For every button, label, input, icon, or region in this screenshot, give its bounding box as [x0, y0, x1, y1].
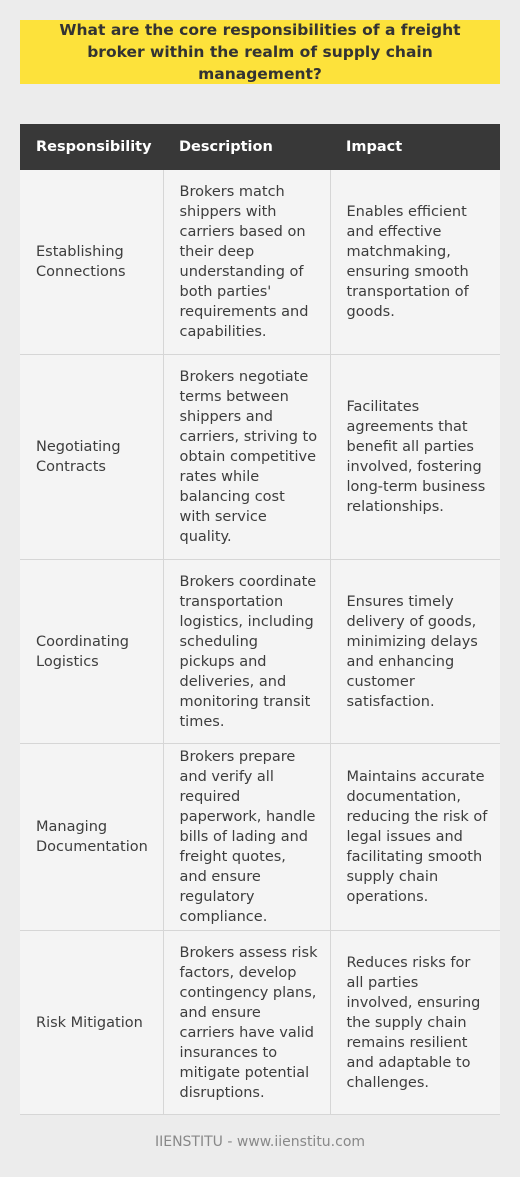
cell-description: Brokers negotiate terms between shippers and carriers, striving to obtain competitive rates while balancing cost with service quality. — [163, 355, 330, 560]
cell-impact: Reduces risks for all parties involved, ensuring the supply chain remains resilient and adaptable to challenges. — [330, 931, 500, 1115]
cell-responsibility: Risk Mitigation — [20, 931, 163, 1115]
table-row — [20, 170, 500, 355]
cell-impact: Facilitates agreements that benefit all parties involved, fostering long-term business relationships. — [330, 355, 500, 560]
page-title: What are the core responsibilities of a freight broker within the realm of supply chain management? — [20, 20, 500, 84]
header-impact: Impact — [330, 124, 500, 170]
cell-responsibility: Coordinating Logistics — [20, 560, 163, 744]
header-responsibility: Responsibility — [20, 124, 163, 170]
table-header-row — [20, 124, 500, 170]
responsibilities-table — [20, 124, 500, 1115]
table-row — [20, 931, 500, 1115]
cell-description: Brokers prepare and verify all required paperwork, handle bills of lading and freight quotes, and ensure regulatory compliance. — [163, 744, 330, 931]
table-row — [20, 355, 500, 560]
cell-description: Brokers assess risk factors, develop contingency plans, and ensure carriers have valid insurances to mitigate potential disruptions. — [163, 931, 330, 1115]
table-row — [20, 560, 500, 744]
cell-impact: Maintains accurate documentation, reducing the risk of legal issues and facilitating smooth supply chain operations. — [330, 744, 500, 931]
cell-description: Brokers coordinate transportation logistics, including scheduling pickups and deliveries, and monitoring transit times. — [163, 560, 330, 744]
cell-impact: Enables efficient and effective matchmaking, ensuring smooth transportation of goods. — [330, 170, 500, 355]
footer-credit: IIENSTITU - www.iienstitu.com — [154, 1134, 366, 1150]
table-row — [20, 744, 500, 931]
cell-description: Brokers match shippers with carriers based on their deep understanding of both parties' requirements and capabilities. — [163, 170, 330, 355]
header-description: Description — [163, 124, 330, 170]
cell-responsibility: Negotiating Contracts — [20, 355, 163, 560]
cell-responsibility: Establishing Connections — [20, 170, 163, 355]
cell-impact: Ensures timely delivery of goods, minimizing delays and enhancing customer satisfaction. — [330, 560, 500, 744]
cell-responsibility: Managing Documentation — [20, 744, 163, 931]
